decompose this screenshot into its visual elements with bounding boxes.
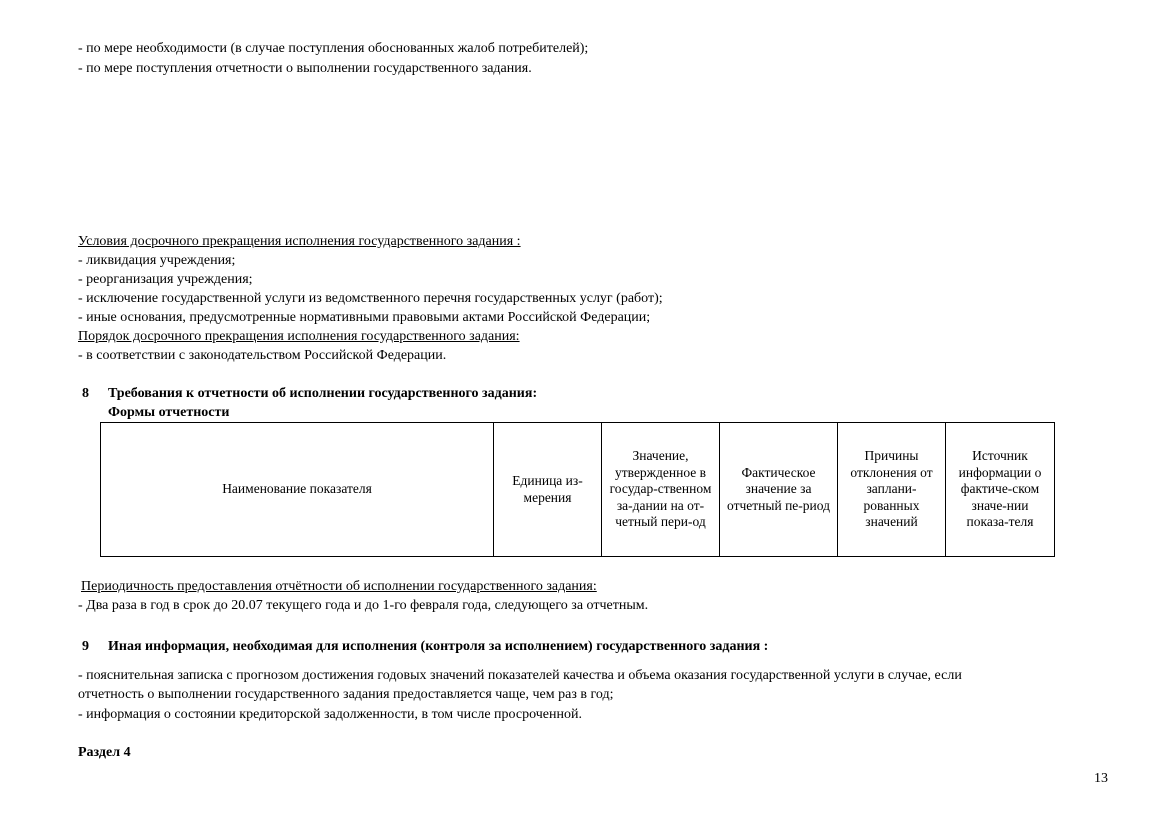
header-approved-value: Значение, утвержденное в государ-ственном за-дании на от-четный пери-од [602,423,720,557]
section-8-number: 8 [82,386,89,401]
header-actual-value: Фактическое значение за отчетный пе-риод [720,423,838,557]
header-info-source: Источник информации о фактиче-ском значе-нии показа-теля [946,423,1055,557]
next-section-heading: Раздел 4 [78,745,131,760]
section-9-item-1-cont: отчетность о выполнении государственного задания предоставляется чаще, чем раз в год; [78,687,614,702]
termination-item-4: - иные основания, предусмотренные нормативными правовыми актами Российской Федерации; [78,310,651,325]
top-line-1: - по мере необходимости (в случае поступления обоснованных жалоб потребителей); [78,41,589,56]
section-9-title: Иная информация, необходимая для исполнения (контроля за исполнением) государственного задания : [108,639,769,654]
header-unit: Единица из-мерения [494,423,602,557]
termination-item-1: - ликвидация учреждения; [78,253,236,268]
termination-item-2: - реорганизация учреждения; [78,272,253,287]
top-line-2: - по мере поступления отчетности о выполнении государственного задания. [78,61,532,76]
section-8-title: Требования к отчетности об исполнении государственного задания: [108,386,538,401]
procedure-item: - в соответствии с законодательством Российской Федерации. [78,348,447,363]
header-indicator-name: Наименование показателя [101,423,494,557]
header-deviation-reasons: Причины отклонения от заплани-рованных значений [838,423,946,557]
section-9-number: 9 [82,639,89,654]
section-9-item-1: - пояснительная записка с прогнозом достижения годовых значений показателей качества и объема оказания государственной услуги в случае, если [78,668,962,683]
page-number: 13 [1094,771,1108,786]
periodicity-heading: Периодичность предоставления отчётности об исполнении государственного задания: [81,579,597,594]
periodicity-item: - Два раза в год в срок до 20.07 текущего года и до 1-го февраля года, следующего за отчетным. [78,598,649,613]
reporting-table [100,422,1055,557]
termination-heading: Условия досрочного прекращения исполнения государственного задания : [78,234,521,249]
section-9-item-2: - информация о состоянии кредиторской задолженности, в том числе просроченной. [78,707,582,722]
report-forms-subtitle: Формы отчетности [108,405,230,420]
procedure-heading: Порядок досрочного прекращения исполнения государственного задания: [78,329,520,344]
termination-item-3: - исключение государственной услуги из ведомственного перечня государственных услуг (работ); [78,291,663,306]
